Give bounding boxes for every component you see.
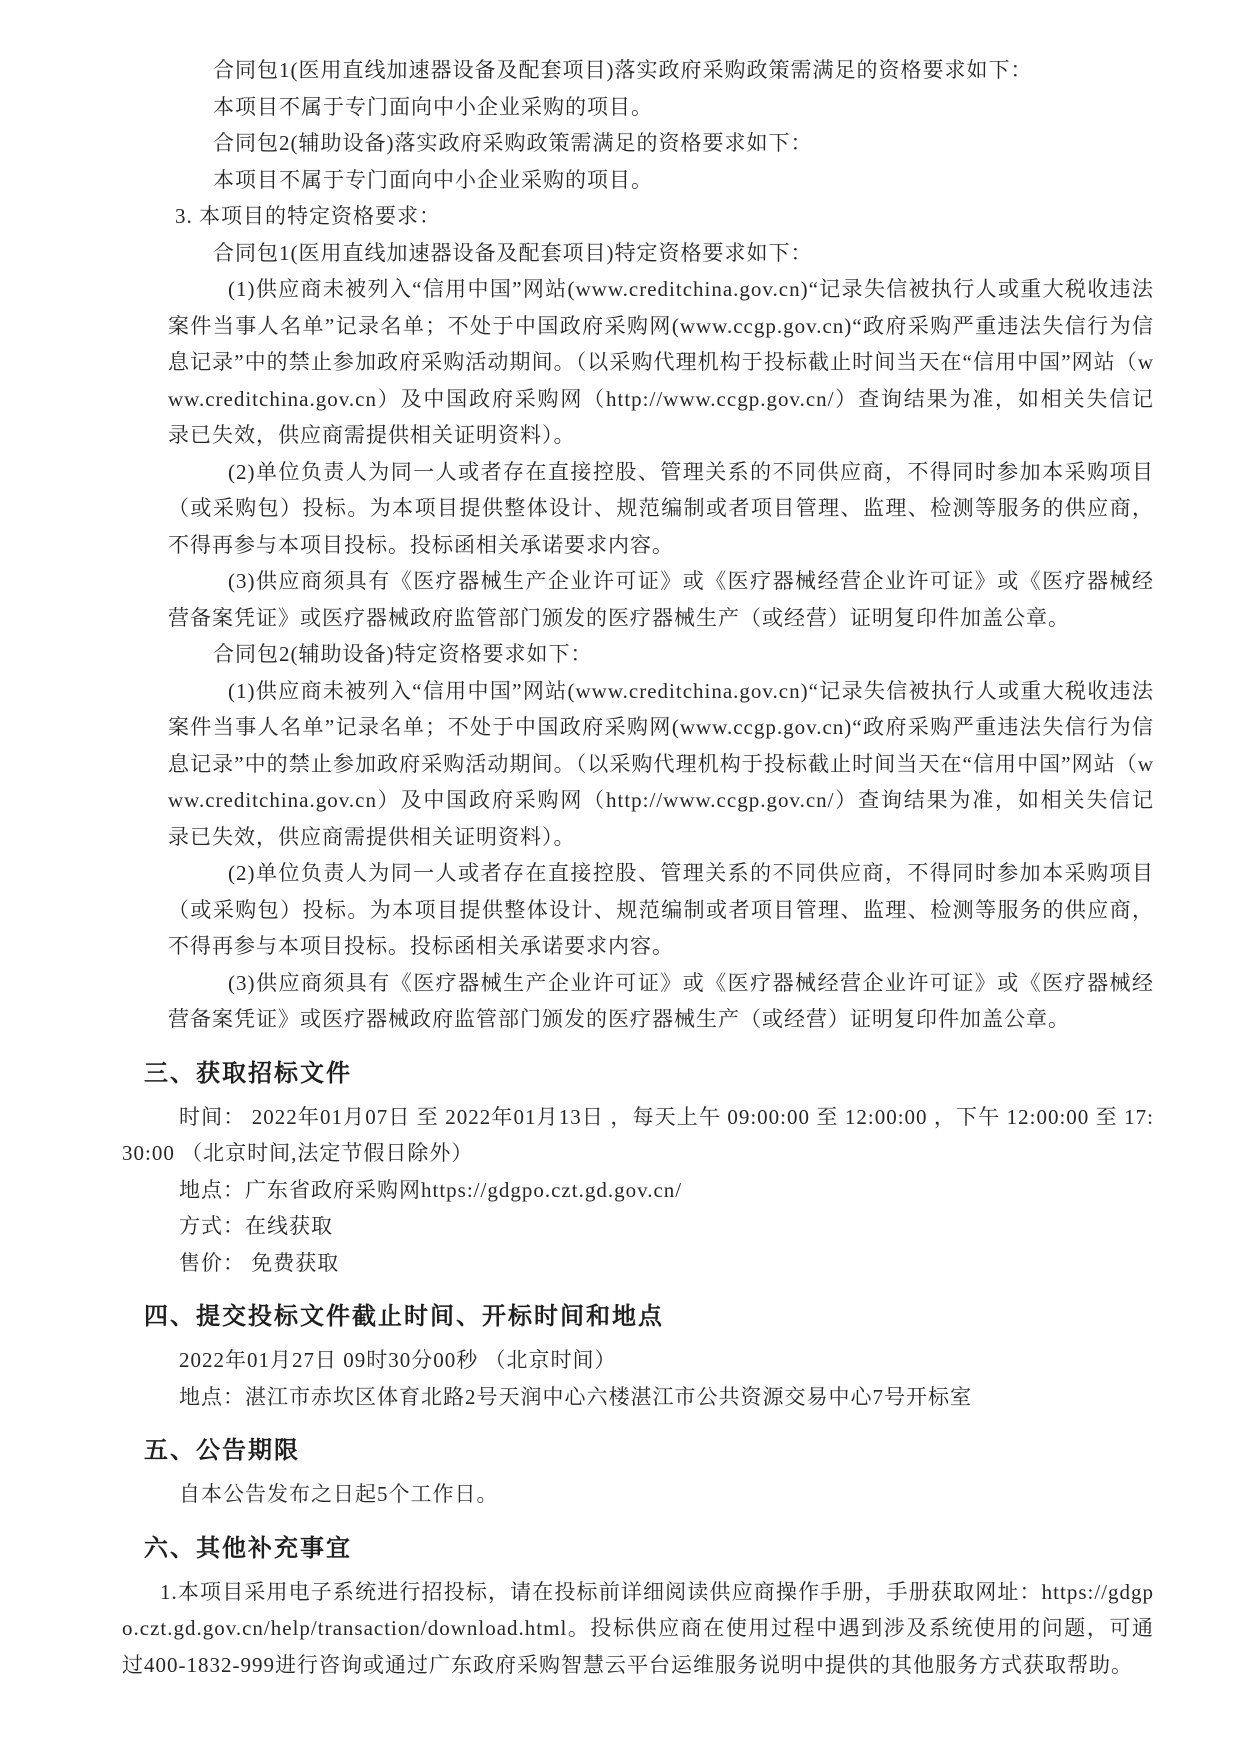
paragraph-electronic-bidding-notes: 1.本项目采用电子系统进行招投标，请在投标前详细阅读供应商操作手册，手册获取网址：https://gdgpo.czt.gd.gov.cn/help/transaction/download.html。投标供应商在使用过程中遇到涉及系统使用的问题，可通过400-1832-999进行咨询或通过广东政府采购智慧云平台运维服务说明中提供的其他服务方式获取帮助。 (122, 1579, 1154, 1677)
section-heading-bid-deadline: 四、提交投标文件截止时间、开标时间和地点 (144, 1303, 664, 1330)
paragraph-package1-specific-intro: 合同包1(医用直线加速器设备及配套项目)特定资格要求如下： (213, 240, 813, 265)
paragraph-not-sme-project-1: 本项目不属于专门面向中小企业采购的项目。 (213, 94, 653, 119)
paragraph-package2-requirement-1: (1)供应商未被列入“信用中国”网站(www.creditchina.gov.cn)“记录失信被执行人或重大税收违法案件当事人名单”记录名单；不处于中国政府采购网(www.ccgp.gov.cn)“政府采购严重违法失信行为信息记录”中的禁止参加政府采购活动期间。（以采购代理机构于投标截止时间当天在“信用中国”网站（www.creditchina.gov.cn）及中国政府采购网（http://www.ccgp.gov.cn/）查询结果为准，如相关失信记录已失效，供应商需提供相关证明资料）。 (168, 678, 1154, 849)
list-item-specific-qualifications: 3. 本项目的特定资格要求： (175, 204, 441, 228)
paragraph-package1-policy-requirement: 合同包1(医用直线加速器设备及配套项目)落实政府采购政策需满足的资格要求如下： (213, 58, 1033, 82)
paragraph-package1-requirement-2: (2)单位负责人为同一人或者存在直接控股、管理关系的不同供应商，不得同时参加本采购项目（或采购包）投标。为本项目提供整体设计、规范编制或者项目管理、监理、检测等服务的供应商，不得再参与本项目投标。投标函相关承诺要求内容。 (168, 459, 1154, 557)
section-heading-announcement-period: 五、公告期限 (144, 1437, 300, 1464)
paragraph-bid-opening-location: 地点：湛江市赤坎区体育北路2号天润中心六楼湛江市公共资源交易中心7号开标室 (179, 1384, 972, 1409)
paragraph-package2-requirement-2: (2)单位负责人为同一人或者存在直接控股、管理关系的不同供应商，不得同时参加本采购项目（或采购包）投标。为本项目提供整体设计、规范编制或者项目管理、监理、检测等服务的供应商，不得再参与本项目投标。投标函相关承诺要求内容。 (168, 861, 1154, 958)
section-heading-other-matters: 六、其他补充事宜 (144, 1534, 352, 1562)
paragraph-package2-specific-intro: 合同包2(辅助设备)特定资格要求如下： (213, 642, 593, 666)
paragraph-package1-requirement-1: (1)供应商未被列入“信用中国”网站(www.creditchina.gov.cn)“记录失信被执行人或重大税收违法案件当事人名单”记录名单；不处于中国政府采购网(www.ccgp.gov.cn)“政府采购严重违法失信行为信息记录”中的禁止参加政府采购活动期间。（以采购代理机构于投标截止时间当天在“信用中国”网站（www.creditchina.gov.cn）及中国政府采购网（http://www.ccgp.gov.cn/）查询结果为准，如相关失信记录已失效，供应商需提供相关证明资料）。 (168, 277, 1154, 447)
paragraph-obtain-price: 售价： 免费获取 (179, 1250, 340, 1275)
tender-notice-body (122, 52, 1154, 1683)
paragraph-package2-policy-requirement: 合同包2(辅助设备)落实政府采购政策需满足的资格要求如下： (213, 131, 813, 155)
paragraph-not-sme-project-2: 本项目不属于专门面向中小企业采购的项目。 (213, 167, 653, 192)
paragraph-obtain-method: 方式：在线获取 (179, 1214, 333, 1238)
paragraph-bid-opening-time: 2022年01月27日 09时30分00秒 （北京时间） (179, 1348, 617, 1372)
paragraph-package1-requirement-3: (3)供应商须具有《医疗器械生产企业许可证》或《医疗器械经营企业许可证》或《医疗器械经营备案凭证》或医疗器械政府监管部门颁发的医疗器械生产（或经营）证明复印件加盖公章。 (168, 569, 1154, 630)
paragraph-package2-requirement-3: (3)供应商须具有《医疗器械生产企业许可证》或《医疗器械经营企业许可证》或《医疗器械经营备案凭证》或医疗器械政府监管部门颁发的医疗器械生产（或经营）证明复印件加盖公章。 (168, 970, 1154, 1031)
paragraph-obtain-time: 时间： 2022年01月07日 至 2022年01月13日 ，每天上午 09:00:00 至 12:00:00 ，下午 12:00:00 至 17:30:00 （北京时间,法定节假日除外） (122, 1104, 1154, 1165)
paragraph-obtain-location: 地点：广东省政府采购网https://gdgpo.czt.gd.gov.cn/ (179, 1177, 683, 1202)
section-heading-obtain-documents: 三、获取招标文件 (144, 1059, 352, 1087)
paragraph-announcement-period: 自本公告发布之日起5个工作日。 (179, 1482, 499, 1506)
